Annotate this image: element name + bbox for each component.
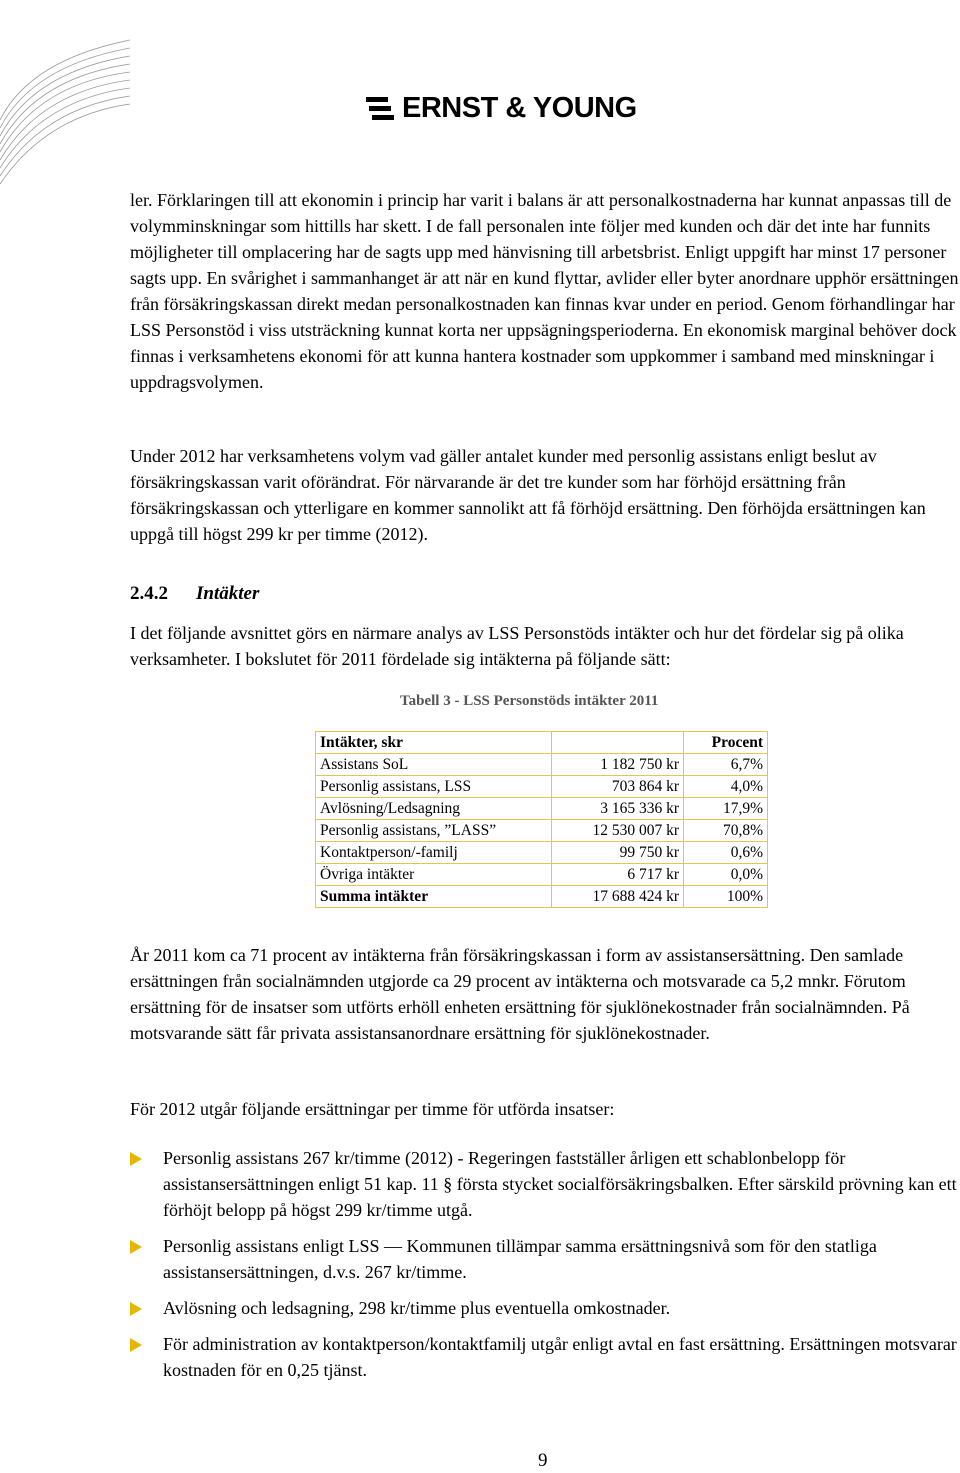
table-header-cell: Procent bbox=[684, 732, 768, 754]
paragraph-staffing: ler. Förklaringen till att ekonomin i princip har varit i balans är att personalkostnaderna har kunnat anpassas till de volymminskningar som hittills har skett. I de fall personalen inte följer med kunden och där det inte har funnits möjligheter till omplacering har de sagts upp med hänvisning till arbetsbrist. Enligt uppgift har minst 17 personer sagts upp. En svårighet i sammanhanget är att när en kund flyttar, avlider eller byter anordnare upphör ersättningen från försäkringskassan direkt medan personalkostnaden kan finnas kvar under en period. Genom förhandlingar har LSS Personstöd i viss utsträckning kunnat korta ner uppsägningsperioderna. En ekonomisk marginal behöver dock finnas i verksamhetens ekonomi för att kunna hantera kostnader som uppkommer i samband med minskningar i uppdragsvolymen. bbox=[130, 190, 959, 392]
table-caption: Tabell 3 - LSS Personstöds intäkter 2011 bbox=[400, 693, 659, 709]
list-item bbox=[130, 1233, 960, 1285]
section-title: Intäkter bbox=[196, 583, 260, 604]
list-item-text: Personlig assistans enligt LSS — Kommunen tillämpar samma ersättningsnivå som för den statliga assistansersättningen, d.v.s. 267 kr/timme. bbox=[163, 1236, 877, 1282]
revenue-table bbox=[315, 731, 768, 908]
table-row bbox=[316, 798, 768, 820]
table-header-row bbox=[316, 732, 768, 754]
row-label: Övriga intäkter bbox=[316, 864, 552, 886]
rates-list bbox=[130, 1145, 960, 1383]
bullet-triangle-icon bbox=[130, 1338, 142, 1352]
bullet-triangle-icon bbox=[130, 1240, 142, 1254]
total-percent: 100% bbox=[684, 886, 768, 908]
list-item-text: Personlig assistans 267 kr/timme (2012) - Regeringen fastställer årligen ett schablonbelopp för assistansersättningen enligt 51 kap. 11 § första stycket socialförsäkringsbalken. Efter särskild prövning kan ett förhöjt belopp på högst 299 kr/timme utgå. bbox=[163, 1148, 957, 1220]
corner-swoosh-decoration bbox=[0, 0, 130, 190]
paragraph-volume-2012: Under 2012 har verksamhetens volym vad gäller antalet kunder med personlig assistans enligt beslut av försäkringskassan varit oförändrat. För närvarande är det tre kunder som har förhöjd ersättning från försäkringskassan och ytterligare en kommer sannolikt att få förhöjd ersättning. Den förhöjda ersättningen kan uppgå till högst 299 kr per timme (2012). bbox=[130, 446, 926, 544]
table-header-cell: Intäkter, skr bbox=[316, 732, 552, 754]
page-number: 9 bbox=[538, 1450, 548, 1471]
row-percent: 70,8% bbox=[684, 820, 768, 842]
bullet-triangle-icon bbox=[130, 1152, 142, 1166]
row-label: Personlig assistans, LSS bbox=[316, 776, 552, 798]
row-amount: 1 182 750 kr bbox=[552, 754, 684, 776]
section-heading bbox=[130, 583, 259, 605]
row-percent: 17,9% bbox=[684, 798, 768, 820]
row-amount: 703 864 kr bbox=[552, 776, 684, 798]
row-amount: 99 750 kr bbox=[552, 842, 684, 864]
row-percent: 4,0% bbox=[684, 776, 768, 798]
row-label: Assistans SoL bbox=[316, 754, 552, 776]
table-header-cell bbox=[552, 732, 684, 754]
section-number: 2.4.2 bbox=[130, 583, 168, 604]
row-label: Avlösning/Ledsagning bbox=[316, 798, 552, 820]
ey-bars-icon bbox=[366, 93, 394, 123]
row-percent: 0,6% bbox=[684, 842, 768, 864]
row-percent: 6,7% bbox=[684, 754, 768, 776]
ernst-young-logo bbox=[366, 88, 637, 128]
table-total-row bbox=[316, 886, 768, 908]
table-row bbox=[316, 864, 768, 886]
row-amount: 6 717 kr bbox=[552, 864, 684, 886]
table-row bbox=[316, 754, 768, 776]
list-item bbox=[130, 1295, 960, 1321]
row-percent: 0,0% bbox=[684, 864, 768, 886]
total-amount: 17 688 424 kr bbox=[552, 886, 684, 908]
row-label: Personlig assistans, ”LASS” bbox=[316, 820, 552, 842]
paragraph-revenue-intro: I det följande avsnittet görs en närmare analys av LSS Personstöds intäkter och hur det fördelar sig på olika verksamheter. I bokslutet för 2011 fördelade sig intäkterna på följande sätt: bbox=[130, 623, 904, 669]
table-row bbox=[316, 776, 768, 798]
table-row bbox=[316, 842, 768, 864]
paragraph-revenue-analysis: År 2011 kom ca 71 procent av intäkterna från försäkringskassan i form av assistansersättning. Den samlade ersättningen från socialnämnden utgjorde ca 29 procent av intäkterna och motsvarade ca 5,2 mnkr. Förutom ersättning för de insatser som utförts erhöll enheten ersättning för sjuklönekostnader från socialnämnden. På motsvarande sätt får privata assistansanordnare ersättning för sjuklönekostnader. bbox=[130, 945, 910, 1043]
total-label: Summa intäkter bbox=[316, 886, 552, 908]
row-amount: 3 165 336 kr bbox=[552, 798, 684, 820]
table-row bbox=[316, 820, 768, 842]
bullet-triangle-icon bbox=[130, 1302, 142, 1316]
paragraph-rates-intro: För 2012 utgår följande ersättningar per timme för utförda insatser: bbox=[130, 1099, 615, 1119]
list-item bbox=[130, 1331, 960, 1383]
row-label: Kontaktperson/-familj bbox=[316, 842, 552, 864]
list-item-text: Avlösning och ledsagning, 298 kr/timme plus eventuella omkostnader. bbox=[163, 1298, 671, 1318]
list-item bbox=[130, 1145, 960, 1223]
list-item-text: För administration av kontaktperson/kontaktfamilj utgår enligt avtal en fast ersättning. Ersättningen motsvarar kostnaden för en 0,25 tjänst. bbox=[163, 1334, 957, 1380]
row-amount: 12 530 007 kr bbox=[552, 820, 684, 842]
logo-text: ERNST & YOUNG bbox=[402, 91, 637, 124]
